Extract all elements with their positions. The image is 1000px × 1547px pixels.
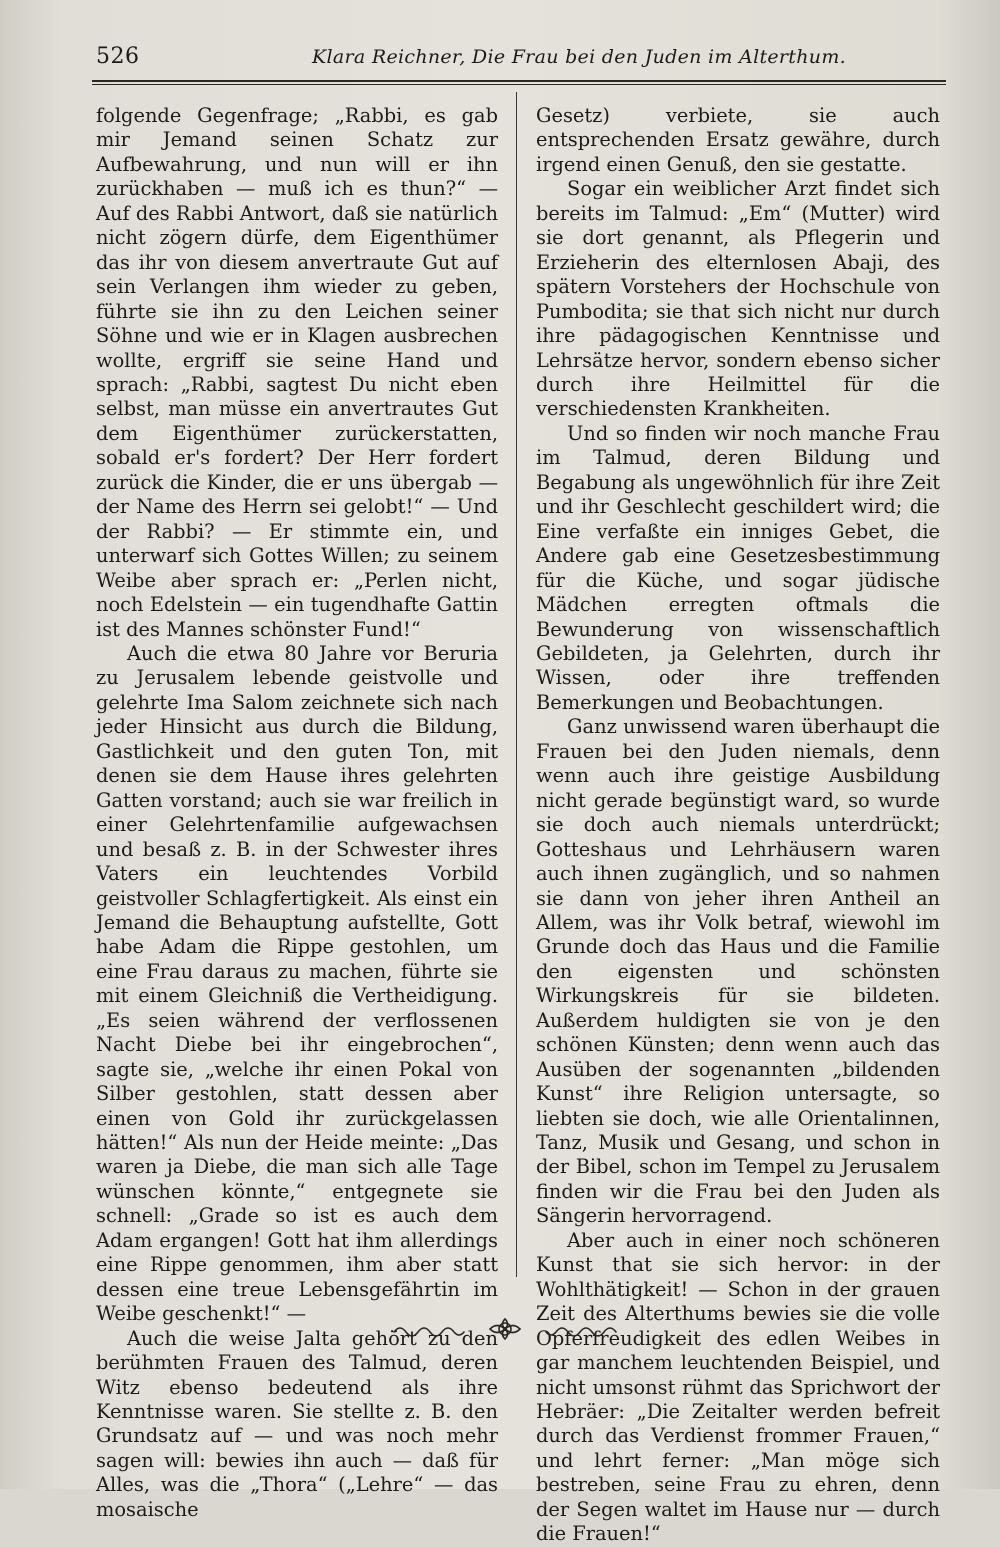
column-divider xyxy=(516,92,517,1277)
paragraph: Und so finden wir noch manche Frau im Talmud, deren Bildung und Begabung als ungewöhnlich für ihre Zeit und ihr Geschlecht geschildert wird; die Eine verfaßte ein inniges Gebet, die Andere gab eine Gesetzesbestimmung für die Küche, und sogar jüdische Mädchen erregten oftmals die Bewunderung von wissenschaftlich Gebildeten, ja Gelehrten, durch ihr Wissen, oder ihre treffenden Bemerkungen und Beobachtungen. xyxy=(536,421,940,714)
paragraph: Auch die etwa 80 Jahre vor Beruria zu Jerusalem lebende geistvolle und gelehrte Ima Salom zeichnete sich nach jeder Hinsicht aus durch die Bildung, Gastlichkeit und den guten Ton, mit denen sie dem Hause ihres gelehrten Gatten vorstand; auch sie war freilich in einer Gelehrtenfamilie aufgewachsen und besaß z. B. in der Schwester ihres Vaters ein leuchtendes Vorbild geistvoller Schlagfertigkeit. Als einst ein Jemand die Behauptung aufstellte, Gott habe Adam die Rippe gestohlen, um eine Frau daraus zu machen, führte sie mit einem Gleichniß die Vertheidigung. „Es seien während der verflossenen Nacht Diebe bei ihr eingebrochen“, sagte sie, „welche ihr einen Pokal von Silber gestohlen, statt dessen aber einen von Gold ihr zurückgelassen hätten!“ Als nun der Heide meinte: „Das waren ja Diebe, die man sich alle Tage wünschen könnte,“ entgegnete sie schnell: „Grade so ist es auch dem Adam ergangen! Gott hat ihm allerdings eine Rippe genommen, ihm aber statt dessen eine treue Lebensgefährtin im Weibe geschenkt!“ — xyxy=(96,641,498,1326)
paragraph: Auch die weise Jalta gehört zu den berühmten Frauen des Talmud, deren Witz ebenso bedeutend als ihre Kenntnisse waren. Sie stellte z. B. den Grundsatz auf — und was noch mehr sagen will: bewies ihn auch — daß für Alles, was die „Thora“ („Lehre“ — das mosaische xyxy=(96,1326,498,1521)
paragraph: folgende Gegenfrage; „Rabbi, es gab mir Jemand seinen Schatz zur Aufbewahrung, und nun will er ihn zurückhaben — muß ich es thun?“ — Auf des Rabbi Antwort, daß sie natürlich nicht zögern dürfe, dem Eigenthümer das ihr von diesem anvertraute Gut auf sein Verlangen ihm wieder zu geben, führte sie ihn zu den Leichen seiner Söhne und wie er in Klagen ausbrechen wollte, ergriff sie seine Hand und sprach: „Rabbi, sagtest Du nicht eben selbst, man müsse ein anvertrautes Gut dem Eigenthümer zurückerstatten, sobald er's fordert? Der Herr fordert zurück die Kinder, die er uns übergab — der Name des Herrn sei gelobt!“ — Und der Rabbi? — Er stimmte ein, und unterwarf sich Gottes Willen; zu seinem Weibe aber sprach er: „Perlen nicht, noch Edelstein — ein tugendhafte Gattin ist des Mannes schönster Fund!“ xyxy=(96,104,498,641)
paragraph: Ganz unwissend waren überhaupt die Frauen bei den Juden niemals, denn wenn auch ihre geistige Ausbildung nicht gerade begünstigt ward, so wurde sie doch auch niemals unterdrückt; Gotteshaus und Lehrhäusern waren auch ihnen zugänglich, und so nahmen sie dann von jeher ihren Antheil an Allem, was ihr Volk betraf, wiewohl im Grunde doch das Haus und die Familie den eigensten und schönsten Wirkungskreis für sie bildeten. Außerdem huldigten sie von je den schönen Künsten; denn wenn auch das Ausüben der sogenannten „bildenden Kunst“ ihre Religion untersagte, so liebten sie doch, wie alle Orientalinnen, Tanz, Musik und Gesang, und schon in der Bibel, schon im Tempel zu Jerusalem finden wir die Frau bei den Juden als Sängerin hervorragend. xyxy=(536,715,940,1228)
paragraph: Sogar ein weiblicher Arzt findet sich bereits im Talmud: „Em“ (Mutter) wird sie dort genannt, als Pflegerin und Erzieherin des elternlosen Abaji, des spätern Vorstehers der Hochschule von Pumbodita; sie that sich nicht nur durch ihre pädagogischen Kenntnisse und Lehrsätze hervor, sondern ebenso sicher durch ihre Heilmittel für die verschiedensten Krankheiten. xyxy=(536,177,940,421)
running-title: Klara Reichner, Die Frau bei den Juden im Alterthum. xyxy=(312,46,846,68)
page-header xyxy=(96,44,942,72)
floral-tailpiece-icon xyxy=(390,1316,620,1342)
paragraph: Aber auch in einer noch schöneren Kunst that sie sich hervor: in der Wohlthätigkeit! — Schon in der grauen Zeit des Alterthums bewies sie die volle Opferfreudigkeit des edlen Weibes in gar manchem leuchtenden Beispiel, und nicht umsonst rühmt das Sprichwort der Hebräer: „Die Zeitalter werden befreit durch das Verdienst frommer Frauen,“ und lehrt ferner: „Man möge sich bestreben, seine Frau zu ehren, denn der Segen waltet im Hause nur — durch die Frauen!“ xyxy=(536,1228,940,1546)
header-rule xyxy=(92,80,946,85)
page-number: 526 xyxy=(96,44,140,69)
left-column xyxy=(96,104,498,1522)
paragraph: Gesetz) verbiete, sie auch entsprechenden Ersatz gewähre, durch irgend einen Genuß, den sie gestatte. xyxy=(536,104,940,176)
